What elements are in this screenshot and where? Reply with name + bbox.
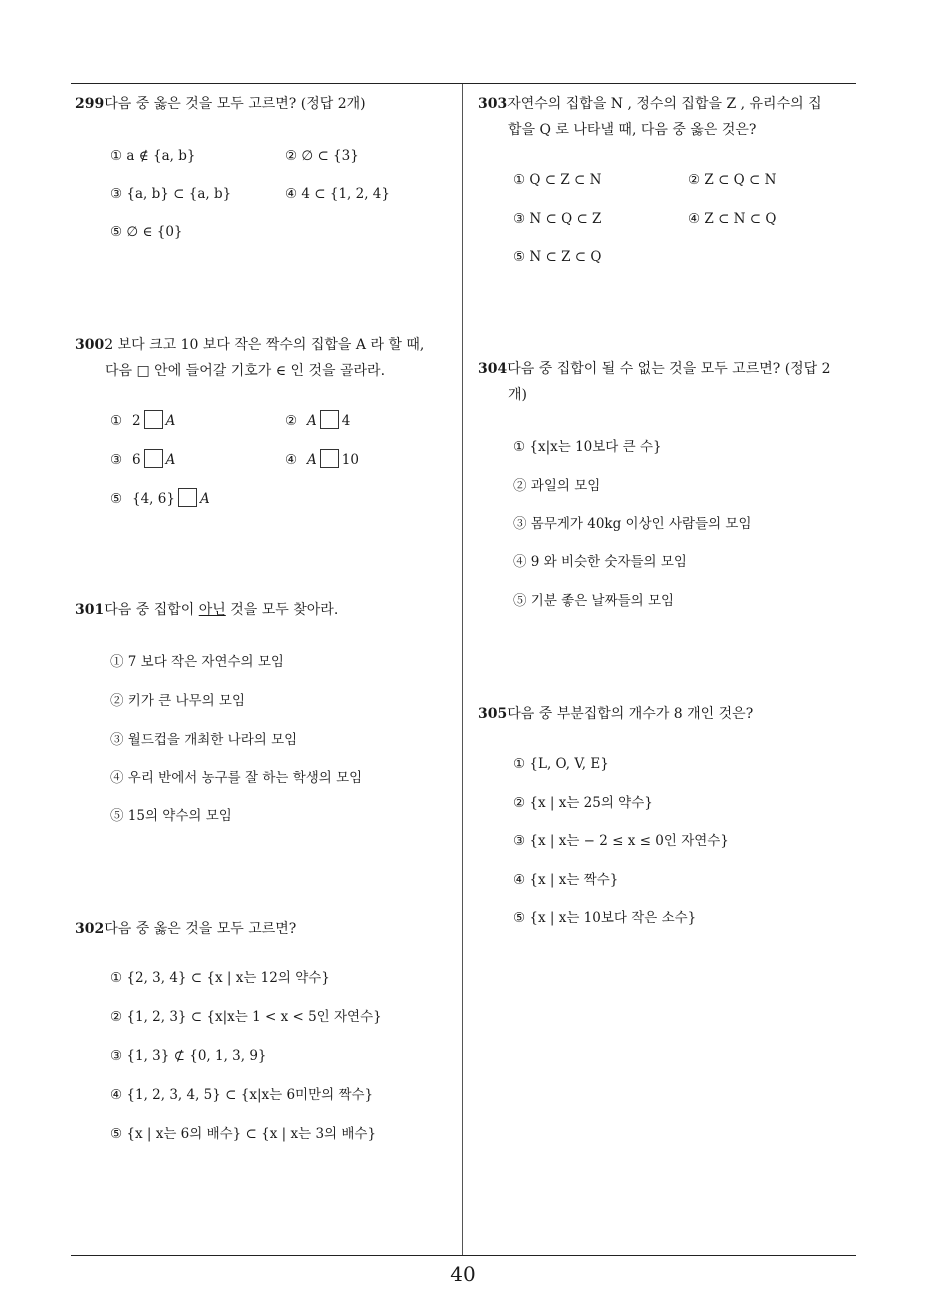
blank-box (320, 410, 339, 429)
option-1: ① 7 보다 작은 자연수의 모임 (110, 654, 284, 670)
question-number: 302 (75, 921, 105, 937)
question-305 (478, 701, 863, 727)
top-rule (71, 83, 856, 84)
option-3: ③ 6 A (110, 449, 175, 470)
option-2: ② {1, 2, 3} ⊂ {x|x는 1 < x < 5인 자연수} (110, 1009, 382, 1025)
option-2: ② Z ⊂ Q ⊂ N (688, 172, 777, 188)
option-4: ④ 4 ⊂ {1, 2, 4} (285, 186, 390, 202)
option-5: ⑤ N ⊂ Z ⊂ Q (513, 249, 602, 265)
option-2: ② {x | x는 25의 약수} (513, 795, 653, 811)
option-3: ③ 월드컵을 개최한 나라의 모임 (110, 732, 298, 748)
option-1: ① Q ⊂ Z ⊂ N (513, 172, 602, 188)
question-302 (75, 916, 465, 942)
page-number: 40 (450, 1262, 476, 1286)
option-4: ④ {1, 2, 3, 4, 5} ⊂ {x|x는 6미만의 짝수} (110, 1087, 374, 1103)
question-number: 303 (478, 96, 508, 112)
option-2: ② A 4 (285, 410, 350, 431)
question-text-line1: 자연수의 집합을 N , 정수의 집합을 Z , 유리수의 집 (507, 96, 822, 112)
question-299 (75, 91, 465, 117)
option-3: ③ {1, 3} ⊄ {0, 1, 3, 9} (110, 1048, 267, 1064)
option-3: ③ N ⊂ Q ⊂ Z (513, 211, 602, 227)
option-5: ⑤ {x | x는 6의 배수} ⊂ {x | x는 3의 배수} (110, 1126, 377, 1142)
option-5: ⑤ {x | x는 10보다 작은 소수} (513, 910, 697, 926)
option-5: ⑤ 15의 약수의 모임 (110, 808, 232, 824)
option-4: ④ 우리 반에서 농구를 잘 하는 학생의 모임 (110, 770, 363, 786)
option-1: ① {x|x는 10보다 큰 수} (513, 439, 662, 455)
option-4: ④ A 10 (285, 449, 359, 470)
option-2: ② 키가 큰 나무의 모임 (110, 693, 245, 709)
question-text-end: 것을 모두 찾아라. (225, 602, 339, 618)
option-4: ④ {x | x는 짝수} (513, 872, 619, 888)
question-text-line2: 다음 □ 안에 들어갈 기호가 ∈ 인 것을 골라라. (105, 363, 386, 379)
question-text-line2: 합을 Q 로 나타낼 때, 다음 중 옳은 것은? (508, 122, 757, 138)
option-4: ④ Z ⊂ N ⊂ Q (688, 211, 777, 227)
question-text-line1: 2 보다 크고 10 보다 작은 짝수의 집합을 A 라 할 때, (104, 337, 425, 353)
question-300 (75, 332, 465, 384)
option-3: ③ {a, b} ⊂ {a, b} (110, 186, 232, 202)
question-number: 300 (75, 337, 105, 353)
underlined-word: 아닌 (198, 602, 226, 618)
blank-box (144, 410, 163, 429)
question-text: 다음 중 부분집합의 개수가 8 개인 것은? (507, 706, 754, 722)
option-1: ① 2 A (110, 410, 175, 431)
option-5: ⑤ 기분 좋은 날짜들의 모임 (513, 593, 675, 609)
blank-box (178, 488, 197, 507)
option-4: ④ 9 와 비슷한 숫자들의 모임 (513, 554, 687, 570)
option-1: ① {2, 3, 4} ⊂ {x | x는 12의 약수} (110, 970, 330, 986)
question-text: 다음 중 옳은 것을 모두 고르면? (104, 921, 297, 937)
option-2: ② 과일의 모임 (513, 478, 601, 494)
question-number: 304 (478, 361, 508, 377)
option-1: ① {L, O, V, E} (513, 756, 609, 772)
question-text: 다음 중 옳은 것을 모두 고르면? (정답 2개) (104, 96, 366, 112)
option-5: ⑤ {4, 6} A (110, 488, 210, 509)
question-304 (478, 356, 863, 408)
blank-box (320, 449, 339, 468)
question-number: 305 (478, 706, 508, 722)
question-303 (478, 91, 863, 143)
option-5: ⑤ ∅ ∈ {0} (110, 224, 183, 240)
option-1: ① a ∉ {a, b} (110, 148, 196, 164)
bottom-rule (71, 1255, 856, 1256)
option-2: ② ∅ ⊂ {3} (285, 148, 359, 164)
option-3: ③ 몸무게가 40kg 이상인 사람들의 모임 (513, 516, 752, 532)
question-number: 299 (75, 96, 105, 112)
option-3: ③ {x | x는 − 2 ≤ x ≤ 0인 자연수} (513, 833, 729, 849)
blank-box (144, 449, 163, 468)
question-text-line2: 개) (508, 387, 527, 403)
question-301 (75, 597, 465, 623)
question-text-line1: 다음 중 집합이 될 수 없는 것을 모두 고르면? (정답 2 (507, 361, 831, 377)
question-text: 다음 중 집합이 (104, 602, 199, 618)
question-number: 301 (75, 602, 105, 618)
column-divider (462, 84, 463, 1255)
